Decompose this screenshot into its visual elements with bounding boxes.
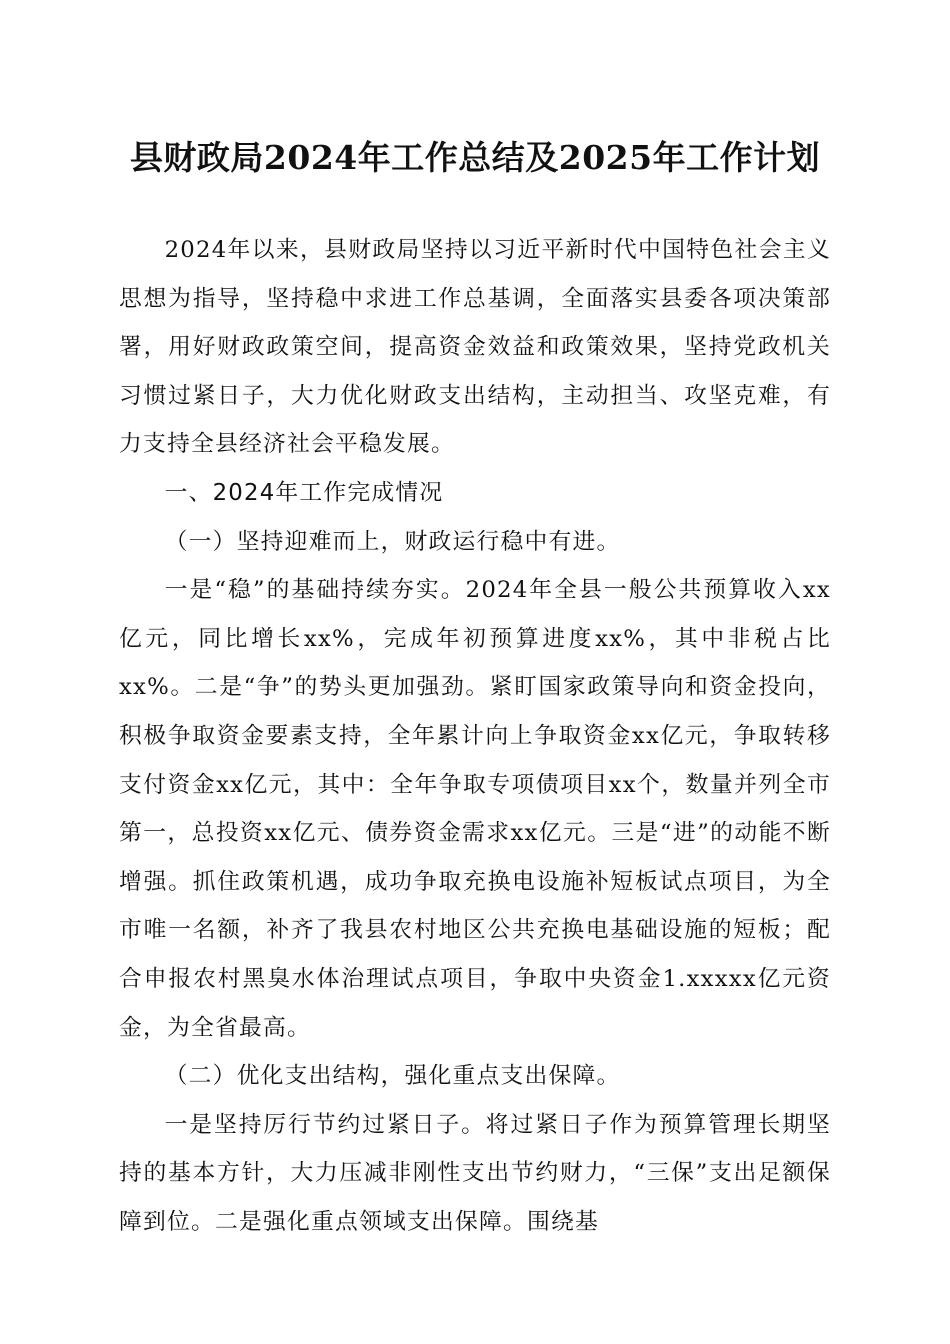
intro-paragraph: 2024年以来，县财政局坚持以习近平新时代中国特色社会主义思想为指导，坚持稳中求进工作总基调，全面落实县委各项决策部署，用好财政政策空间，提高资金效益和政策效果，坚持党政机关习惯过紧日子，大力优化财政支出结构，主动担当、攻坚克难，有力支持全县经济社会平稳发展。 — [119, 237, 831, 458]
subsection-paragraph-fiscal-operation: 一是“稳”的基础持续夯实。2024年全县一般公共预算收入xx亿元，同比增长xx%，完成年初预算进度xx%，其中非税占比xx%。二是“争”的势头更加强劲。紧盯国家政策导向和资金投向，积极争取资金要素支持，全年累计向上争取资金xx亿元，争取转移支付资金xx亿元，其中：全年争取专项债项目xx个，数量并列全市第一，总投资xx亿元、债券资金需求xx亿元。三是“进”的动能不断增强。抓住政策机遇，成功争取充换电设施补短板试点项目，为全市唯一名额，补齐了我县农村地区公共充换电基础设施的短板；配合申报农村黑臭水体治理试点项目，争取中央资金1.xxxxx亿元资金，为全省最高。 — [119, 577, 831, 1041]
document-title: 县财政局2024年工作总结及2025年工作计划 — [129, 138, 821, 177]
subsection-paragraph-expenditure-structure: 一是坚持厉行节约过紧日子。将过紧日子作为预算管理长期坚持的基本方针，大力压减非刚性支出节约财力，“三保”支出足额保障到位。二是强化重点领域支出保障。围绕基 — [119, 1111, 831, 1235]
subsection-heading-fiscal-operation: （一）坚持迎难而上，财政运行稳中有进。 — [164, 528, 621, 555]
subsection-heading-expenditure-structure: （二）优化支出结构，强化重点支出保障。 — [164, 1063, 621, 1090]
section-heading-work-completion: 一、2024年工作完成情况 — [164, 479, 444, 506]
document-body — [119, 226, 831, 1246]
